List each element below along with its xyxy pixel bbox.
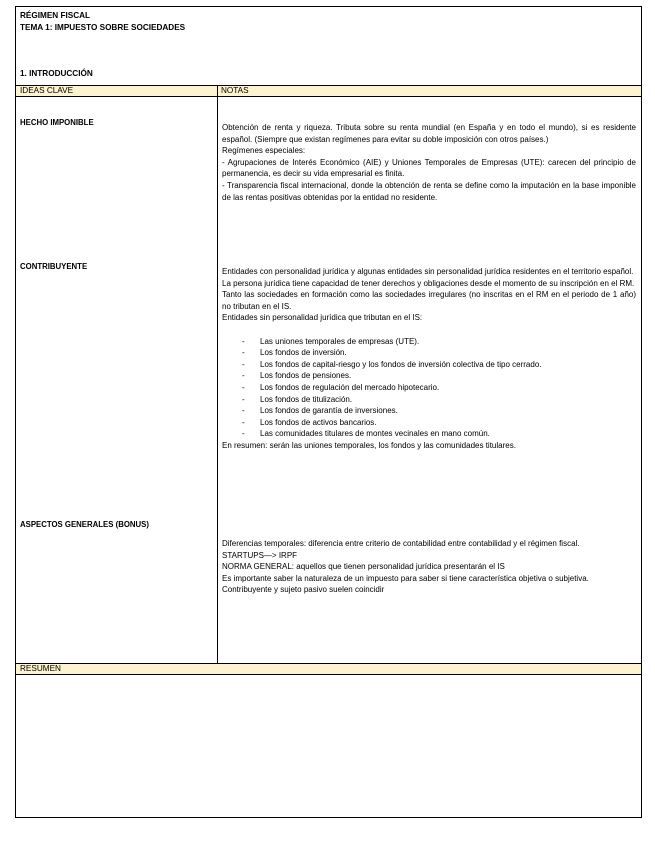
entity-list (222, 336, 636, 440)
note-paragraph: STARTUPS—> IRPF (222, 550, 298, 560)
list-item: - Los fondos de inversión. (242, 347, 636, 359)
column-divider (217, 85, 218, 663)
idea-aspectos-generales: ASPECTOS GENERALES (BONUS) (20, 520, 149, 529)
notes-hecho-imponible (222, 122, 636, 203)
notes-aspectos-generales (222, 538, 636, 596)
note-summary-line: En resumen: serán las uniones temporales, los fondos y las comunidades titulares. (222, 440, 516, 450)
list-item: - Los fondos de titulización. (242, 394, 636, 406)
list-item: - Las uniones temporales de empresas (UTE). (242, 336, 636, 348)
note-paragraph: Obtención de renta y riqueza. Tributa sobre su renta mundial (en España y en todo el mundo), si es residente español. (Siempre que existan regímenes para evitar su doble imposición con otros países.) (222, 123, 636, 144)
list-item: - Los fondos de garantía de inversiones. (242, 405, 636, 417)
note-paragraph: Diferencias temporales: diferencia entre criterio de contabilidad entre contabilidad y el régimen fiscal. (222, 539, 580, 548)
note-paragraph: - Transparencia fiscal internacional, donde la obtención de renta se define como la imputación en la base imponible de las rentas positivas obtenidas por la entidad no residente. (222, 180, 636, 202)
list-item: - Los fondos de activos bancarios. (242, 417, 636, 429)
note-paragraph: Entidades con personalidad jurídica y algunas entidades sin personalidad jurídica residentes en el territorio español. (222, 267, 634, 276)
doc-subtitle: TEMA 1: IMPUESTO SOBRE SOCIEDADES (20, 23, 186, 32)
note-paragraph: - Agrupaciones de Interés Económico (AIE) y Uniones Temporales de Empresas (UTE): carecen del principio de permanencia, es decir su vida empresarial es finita. (222, 157, 636, 179)
list-item: - Los fondos de capital-riesgo y los fondos de inversión colectiva de tipo cerrado. (242, 359, 636, 371)
note-paragraph: Contribuyente y sujeto pasivo suelen coincidir (222, 585, 385, 595)
note-paragraph: Regímenes especiales: (222, 146, 306, 156)
note-paragraph: Entidades sin personalidad jurídica que tributan en el IS: (222, 313, 423, 323)
note-paragraph: Tanto las sociedades en formación como las sociedades irregulares (no inscritas en el RM en el periodo de 1 año) no tributan en el IS. (222, 290, 636, 311)
resumen-header-row (16, 663, 641, 675)
section-heading: 1. INTRODUCCIÓN (20, 69, 93, 78)
document-page (15, 6, 642, 818)
column-header-ideas: IDEAS CLAVE (20, 86, 74, 95)
list-item: - Los fondos de regulación del mercado hipotecario. (242, 382, 636, 394)
list-item: - Las comunidades titulares de montes vecinales en mano común. (242, 428, 636, 440)
list-item: - Los fondos de pensiones. (242, 370, 636, 382)
resumen-label: RESUMEN (20, 664, 61, 673)
column-header-row (16, 85, 641, 97)
column-header-notas: NOTAS (221, 86, 249, 95)
doc-title: RÉGIMEN FISCAL (20, 11, 91, 20)
idea-hecho-imponible: HECHO IMPONIBLE (20, 118, 94, 127)
note-paragraph: Es importante saber la naturaleza de un impuesto para saber si tiene característica objetiva o subjetiva. (222, 573, 589, 583)
note-paragraph: NORMA GENERAL: aquellos que tienen personalidad jurídica presentarán el IS (222, 562, 505, 572)
notes-contribuyente (222, 266, 636, 452)
note-paragraph: La persona jurídica tiene capacidad de tener derechos y obligaciones desde el momento de su inscripción en el RM. (222, 278, 635, 288)
idea-contribuyente: CONTRIBUYENTE (20, 262, 88, 271)
